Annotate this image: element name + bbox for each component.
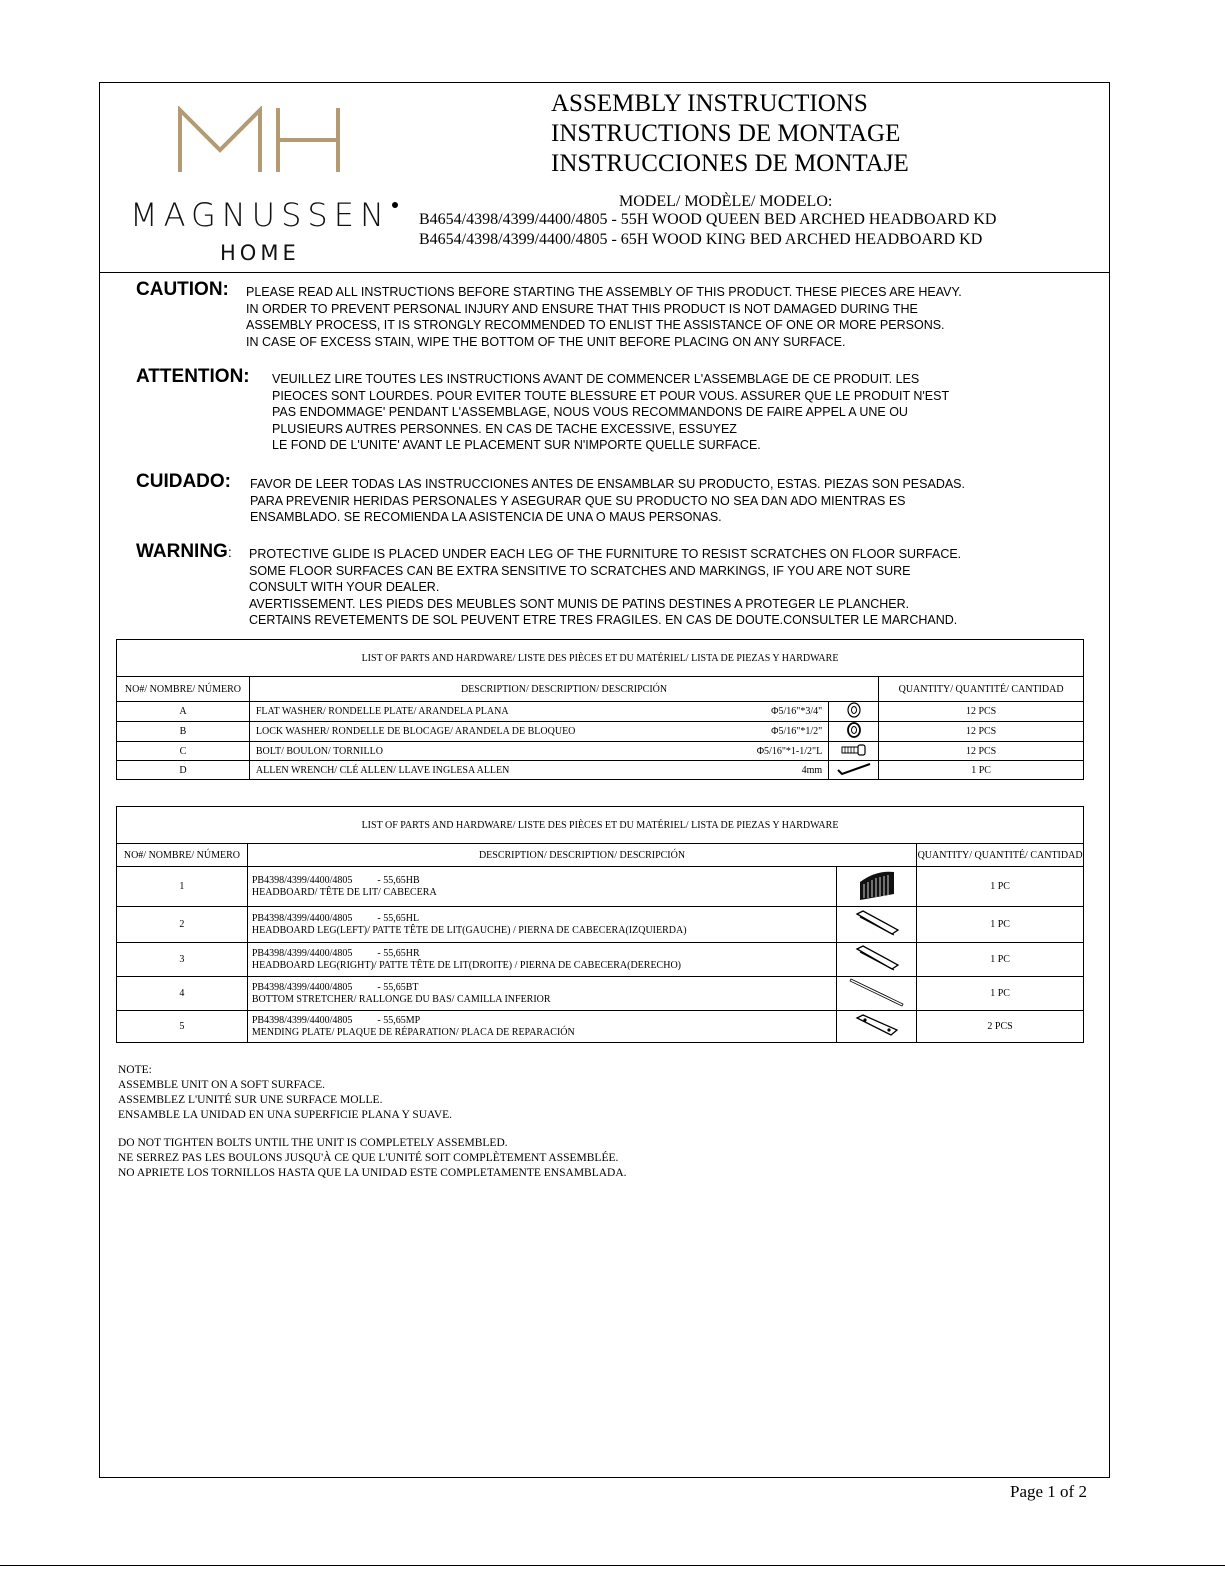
part-number: C — [117, 742, 250, 761]
parts-table — [116, 806, 1084, 1043]
table-row — [117, 907, 1084, 943]
note-line: DO NOT TIGHTEN BOLTS UNTIL THE UNIT IS COMPLETELY ASSEMBLED. — [118, 1137, 508, 1149]
mending-plate-icon — [837, 1011, 917, 1043]
table-row — [117, 761, 1084, 780]
cuidado-text — [250, 476, 965, 526]
note-line: NE SERREZ PAS LES BOULONS JUSQU'À CE QUE L'UNITÉ SOIT COMPLÈTEMENT ASSEMBLÉE. — [118, 1152, 619, 1164]
allen-wrench-icon — [829, 761, 879, 780]
headboard-leg-left-icon — [837, 907, 917, 943]
part-number: 5 — [117, 1011, 248, 1043]
part-number: 2 — [117, 907, 248, 943]
part-description: FLAT WASHER/ RONDELLE PLATE/ ARANDELA PLANA — [249, 702, 703, 722]
part-code: PB4398/4399/4400/4805 - 55,65HR — [251, 947, 420, 959]
part-quantity: 1 PC — [917, 943, 1084, 977]
warning-line: SOME FLOOR SURFACES CAN BE EXTRA SENSITIVE TO SCRATCHES AND MARKINGS, IF YOU ARE NOT SURE — [249, 563, 911, 578]
attention-line: PIEOCES SONT LOURDES. POUR EVITER TOUTE BLESSURE ET POUR VOUS. ASSURER QUE LE PRODUIT N'EST — [272, 388, 950, 403]
part-quantity: 1 PC — [917, 867, 1084, 907]
bolt-icon — [829, 742, 879, 761]
part-number: A — [117, 702, 250, 722]
warning-text — [249, 546, 961, 629]
part-number: 4 — [117, 977, 248, 1011]
part-size: Φ5/16"*1-1/2"L — [704, 742, 829, 761]
note-line: NO APRIETE LOS TORNILLOS HASTA QUE LA UNIDAD ESTE COMPLETAMENTE ENSAMBLADA. — [118, 1167, 627, 1179]
note-line: ASSEMBLE UNIT ON A SOFT SURFACE. — [118, 1079, 326, 1091]
warning-line: PROTECTIVE GLIDE IS PLACED UNDER EACH LEG OF THE FURNITURE TO RESIST SCRATCHES ON FLOOR SURFACE. — [249, 547, 962, 561]
caution-line: IN CASE OF EXCESS STAIN, WIPE THE BOTTOM OF THE UNIT BEFORE PLACING ON ANY SURFACE. — [246, 334, 846, 349]
mh-logo-icon — [178, 106, 343, 174]
cuidado-label: CUIDADO: — [136, 471, 231, 492]
attention-line: PLUSIEURS AUTRES PERSONNES. EN CAS DE TACHE EXCESSIVE, ESSUYEZ — [272, 421, 737, 436]
lock-washer-icon — [829, 722, 879, 742]
part-name: HEADBOARD LEG(LEFT)/ PATTE TÊTE DE LIT(GAUCHE) / PIERNA DE CABECERA(IZQUIERDA) — [251, 924, 687, 936]
col-header-quantity: QUANTITY/ QUANTITÉ/ CANTIDAD — [917, 844, 1084, 867]
part-description — [247, 1011, 836, 1043]
hardware-table-caption: LIST OF PARTS AND HARDWARE/ LISTE DES PIÈCES ET DU MATÉRIEL/ LISTA DE PIEZAS Y HARDWARE — [117, 640, 1084, 677]
caution-line: IN ORDER TO PREVENT PERSONAL INJURY AND ENSURE THAT THIS PRODUCT IS NOT DAMAGED DURING THE — [246, 301, 918, 316]
table-row — [117, 1011, 1084, 1043]
table-row — [117, 702, 1084, 722]
header-divider — [99, 272, 1110, 273]
attention-line: LE FOND DE L'UNITE' AVANT LE PLACEMENT SUR N'IMPORTE QUELLE SURFACE. — [272, 438, 761, 452]
part-size: Φ5/16"*1/2" — [704, 722, 829, 742]
part-size: Φ5/16"*3/4" — [704, 702, 829, 722]
document-title — [551, 89, 909, 179]
part-name: HEADBOARD/ TÊTE DE LIT/ CABECERA — [251, 886, 437, 898]
note-line: ENSAMBLE LA UNIDAD EN UNA SUPERFICIE PLANA Y SUAVE. — [118, 1109, 453, 1121]
col-header-quantity: QUANTITY/ QUANTITÉ/ CANTIDAD — [879, 677, 1084, 702]
col-header-description: DESCRIPTION/ DESCRIPTION/ DESCRIPCIÓN — [247, 844, 916, 867]
part-quantity: 12 PCS — [879, 742, 1084, 761]
part-description — [247, 867, 836, 907]
warning-label: WARNING: — [136, 541, 232, 562]
part-description: ALLEN WRENCH/ CLÉ ALLEN/ LLAVE INGLESA ALLEN — [249, 761, 703, 780]
bottom-rule — [0, 1565, 1225, 1566]
part-description: BOLT/ BOULON/ TORNILLO — [249, 742, 703, 761]
part-code: PB4398/4399/4400/4805 - 55,65HB — [251, 874, 420, 886]
col-header-number: NO#/ NOMBRE/ NÚMERO — [117, 677, 250, 702]
part-quantity: 1 PC — [917, 907, 1084, 943]
part-size: 4mm — [704, 761, 829, 780]
part-code: PB4398/4399/4400/4805 - 55,65BT — [251, 981, 419, 993]
attention-line: VEUILLEZ LIRE TOUTES LES INSTRUCTIONS AVANT DE COMMENCER L'ASSEMBLAGE DE CE PRODUIT. LES — [272, 372, 920, 386]
part-number: B — [117, 722, 250, 742]
table-row — [117, 722, 1084, 742]
notes-title: NOTE: — [118, 1064, 152, 1076]
col-header-number: NO#/ NOMBRE/ NÚMERO — [117, 844, 248, 867]
part-quantity: 1 PC — [917, 977, 1084, 1011]
bottom-stretcher-icon — [837, 977, 917, 1011]
caution-label: CAUTION: — [136, 279, 229, 300]
attention-text — [272, 371, 949, 454]
brand-wordmark: MAGNUSSEN — [130, 196, 398, 234]
part-name: HEADBOARD LEG(RIGHT)/ PATTE TÊTE DE LIT(DROITE) / PIERNA DE CABECERA(DERECHO) — [251, 959, 681, 971]
part-quantity: 12 PCS — [879, 722, 1084, 742]
caution-line: ASSEMBLY PROCESS, IT IS STRONGLY RECOMMENDED TO ENLIST THE ASSISTANCE OF ONE OR MORE PERSONS. — [246, 318, 945, 332]
warning-line: AVERTISSEMENT. LES PIEDS DES MEUBLES SONT MUNIS DE PATINS DESTINES A PROTEGER LE PLANCHER. — [249, 596, 910, 611]
part-number: 1 — [117, 867, 248, 907]
part-name: MENDING PLATE/ PLAQUE DE RÉPARATION/ PLACA DE REPARACIÓN — [251, 1026, 575, 1038]
parts-table-caption: LIST OF PARTS AND HARDWARE/ LISTE DES PIÈCES ET DU MATÉRIEL/ LISTA DE PIEZAS Y HARDWARE — [117, 807, 1084, 844]
cuidado-line: FAVOR DE LEER TODAS LAS INSTRUCCIONES ANTES DE ENSAMBLAR SU PRODUCTO, ESTAS. PIEZAS SON PESADAS. — [250, 477, 965, 491]
table-row — [117, 742, 1084, 761]
warning-line: CONSULT WITH YOUR DEALER. — [249, 580, 440, 594]
part-code: PB4398/4399/4400/4805 - 55,65MP — [251, 1014, 421, 1026]
part-number: D — [117, 761, 250, 780]
attention-line: PAS ENDOMMAGE' PENDANT L'ASSEMBLAGE, NOUS VOUS RECOMMANDONS DE FAIRE APPEL A UNE OU — [272, 405, 908, 419]
caution-line: PLEASE READ ALL INSTRUCTIONS BEFORE STARTING THE ASSEMBLY OF THIS PRODUCT. THESE PIECES ARE HEAVY. — [246, 285, 962, 299]
part-code: PB4398/4399/4400/4805 - 55,65HL — [251, 912, 420, 924]
part-description — [247, 907, 836, 943]
part-description — [247, 977, 836, 1011]
table-row — [117, 943, 1084, 977]
headboard-icon — [837, 867, 917, 907]
title-french: INSTRUCTIONS DE MONTAGE — [551, 120, 901, 147]
part-quantity: 12 PCS — [879, 702, 1084, 722]
table-row — [117, 867, 1084, 907]
col-header-description: DESCRIPTION/ DESCRIPTION/ DESCRIPCIÓN — [249, 677, 878, 702]
part-number: 3 — [117, 943, 248, 977]
part-quantity: 1 PC — [879, 761, 1084, 780]
attention-label: ATTENTION: — [136, 366, 250, 387]
model-line-queen: B4654/4398/4399/4400/4805 - 55H WOOD QUEEN BED ARCHED HEADBOARD KD — [419, 211, 997, 228]
warning-line: CERTAINS REVETEMENTS DE SOL PEUVENT ETRE TRES FRAGILES. EN CAS DE DOUTE.CONSULTER LE MARCHAND. — [249, 613, 958, 627]
hardware-table — [116, 639, 1084, 780]
brand-subtitle: HOME — [220, 241, 300, 265]
note-line: ASSEMBLEZ L'UNITÉ SUR UNE SURFACE MOLLE. — [118, 1094, 383, 1106]
part-quantity: 2 PCS — [917, 1011, 1084, 1043]
flat-washer-icon — [829, 702, 879, 722]
headboard-leg-right-icon — [837, 943, 917, 977]
title-english: ASSEMBLY INSTRUCTIONS — [551, 90, 868, 117]
table-row — [117, 977, 1084, 1011]
assembly-notes — [118, 1063, 627, 1181]
caution-text — [246, 284, 962, 350]
part-description — [247, 943, 836, 977]
part-description: LOCK WASHER/ RONDELLE DE BLOCAGE/ ARANDELA DE BLOQUEO — [249, 722, 703, 742]
cuidado-line: ENSAMBLADO. SE RECOMIENDA LA ASISTENCIA DE UNA O MAUS PERSONAS. — [250, 510, 722, 524]
page-number: Page 1 of 2 — [1010, 1482, 1087, 1501]
cuidado-line: PARA PREVENIR HERIDAS PERSONALES Y ASEGURAR QUE SU PRODUCTO NO SEA DAN ADO MIENTRAS ES — [250, 493, 906, 508]
title-spanish: INSTRUCCIONES DE MONTAJE — [551, 150, 909, 177]
model-label: MODEL/ MODÈLE/ MODELO: — [619, 193, 833, 210]
part-name: BOTTOM STRETCHER/ RALLONGE DU BAS/ CAMILLA INFERIOR — [251, 993, 551, 1005]
model-line-king: B4654/4398/4399/4400/4805 - 65H WOOD KING BED ARCHED HEADBOARD KD — [419, 231, 983, 248]
